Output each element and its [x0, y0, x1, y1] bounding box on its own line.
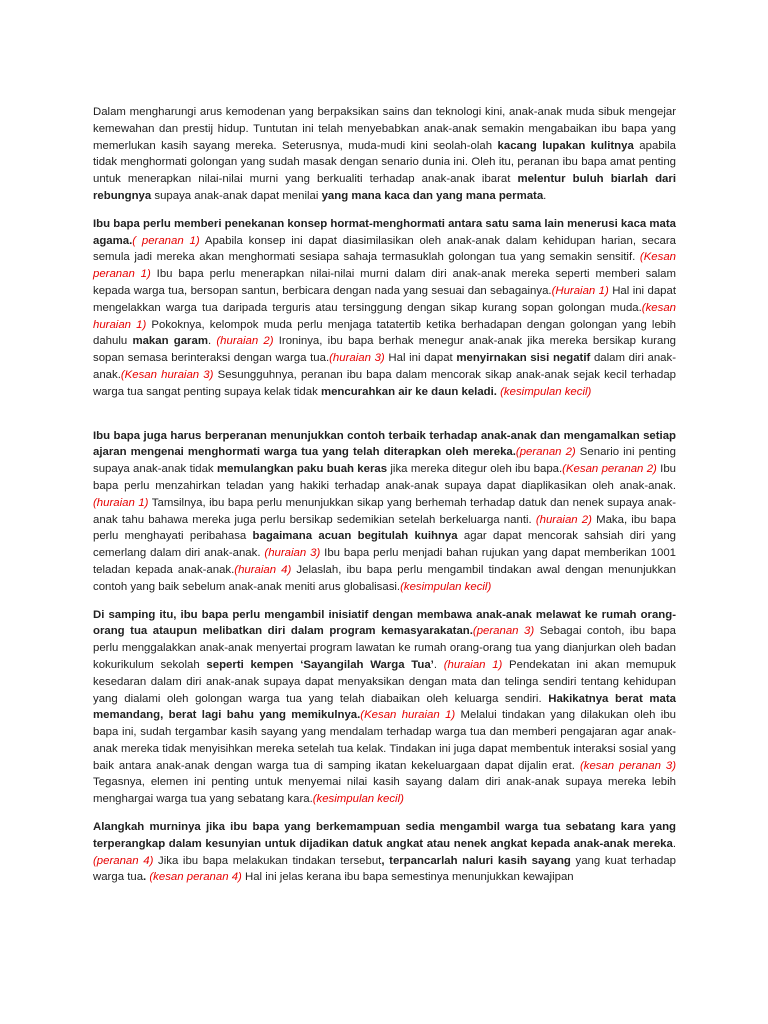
annotation-label: (huraian 2)	[216, 335, 274, 348]
body-text: supaya anak-anak dapat menilai	[151, 189, 322, 202]
body-text: .	[207, 335, 217, 348]
annotation-label: ( peranan 1)	[132, 234, 200, 247]
annotation-label: (huraian 4)	[234, 563, 292, 576]
body-text: .	[672, 837, 676, 850]
body-text: Apabila konsep ini dapat diasimilasikan oleh anak-anak dalam kehidupan harian, secara semula jadi mereka akan menghormati sesiapa sahaja termasuklah golongan tua yang semakin sensitif.	[93, 234, 676, 264]
body-text: Pendekatan ini akan memupuk kesedaran dalam diri anak-anak supaya dapat menyaksikan dengan mata dan telinga sendiri tentang kehidupan yang dialami oleh golongan warga tua yang telah diabaikan oleh keluarga sendiri.	[93, 658, 676, 705]
bold-phrase: mencurahkan air ke daun keladi.	[320, 385, 497, 398]
annotation-label: (Kesan huraian 3)	[120, 368, 214, 381]
body-text: Tegasnya, elemen ini penting untuk menyemai nilai kasih sayang dalam diri anak-anak supaya mereka lebih menghargai warga tua yang sebatang kara.	[93, 776, 676, 806]
annotation-label: (peranan 2)	[515, 446, 576, 459]
annotation-label: (kesan peranan 4)	[149, 871, 242, 884]
body-text: Pokoknya, kelompok muda perlu menjaga tatatertib ketika berhadapan dengan golongan yang lebih dahulu	[93, 318, 677, 348]
annotation-label: (huraian 3)	[264, 547, 321, 560]
bold-phrase: Alangkah murninya jika ibu bapa yang berkemampuan sedia mengambil warga tua sebatang kara yang terperangkap dalam kesunyian untuk dijadikan datuk angkat atau nenek angkat kepada anak-anak mereka	[93, 821, 676, 850]
annotation-label: (kesimpulan kecil)	[400, 580, 492, 593]
body-text: Ironinya, ibu bapa berhak menegur anak-anak jika mereka bersikap kurang sopan semasa berinteraksi dengan warga tua.	[93, 335, 676, 365]
body-text: Dalam mengharungi arus kemodenan yang berpaksikan sains dan teknologi kini, anak-anak muda sibuk mengejar kemewahan dan prestij hidup. Tuntutan ini telah menyebabkan anak-anak semakin mengabaikan ibu bapa yang memerlukan kasih sayang mereka. Seterusnya, muda-mudi kini seolah-olah	[93, 106, 676, 152]
bold-phrase: melentur buluh biarlah dari rebungnya	[93, 173, 676, 202]
annotation-label: (Kesan peranan 2)	[562, 463, 657, 476]
annotation-label: (huraian 1)	[93, 496, 149, 509]
bold-phrase: bagaimana acuan begitulah kuihnya	[252, 530, 458, 543]
bold-phrase: .	[143, 871, 147, 884]
bold-phrase: Hakikatnya berat mata memandang, berat lagi bahu yang memikulnya.	[93, 692, 676, 722]
annotation-label: (kesimpulan kecil)	[500, 385, 592, 398]
body-text: Jika ibu bapa melakukan tindakan tersebut	[153, 854, 382, 867]
bold-phrase: seperti kempen ‘Sayangilah Warga Tua’	[206, 658, 434, 671]
body-text: Ibu bapa perlu menzahirkan teladan yang hakiki terhadap anak-anak supaya dapat diaplikasikan oleh anak-anak.	[93, 463, 676, 492]
body-text: jika mereka ditegur oleh ibu bapa.	[387, 463, 563, 476]
annotation-label: (huraian 2)	[535, 513, 592, 526]
body-text: apabila tidak menghormati golongan yang sudah masak dengan senario dunia ini. Oleh itu, peranan ibu bapa amat penting untuk menerapkan nilai-nilai murni yang berkualiti terhadap anak-anak ibarat	[93, 139, 677, 186]
body-text: Ibu bapa perlu menerapkan nilai-nilai murni dalam diri anak-anak mereka seperti memberi salam kepada warga tua, bersopan santun, berbicara dengan nada yang sesuai dan sebagainya.	[93, 268, 676, 297]
bold-phrase: yang mana kaca dan yang mana permata	[321, 189, 544, 202]
bold-phrase: Ibu bapa perlu memberi penekanan konsep hormat-menghormati antara satu sama lain menerusi kaca mata agama.	[93, 217, 677, 247]
body-text: .	[433, 658, 444, 671]
body-text: .	[543, 189, 547, 202]
body-text: Jelaslah, ibu bapa perlu mengambil tindakan awal dengan menunjukkan contoh yang baik sebelum anak-anak meniti arus globalisasi.	[93, 563, 676, 593]
paragraph-peranan-1	[93, 216, 676, 401]
body-text: Melalui tindakan yang dilakukan oleh ibu bapa ini, sudah tergambar kasih sayang yang mendalam terhadap warga tua dan memberi pengajaran agar anak-anak mereka tidak menyisihkan mereka setelah tua kelak. Tindakan ini juga dapat membentuk interaksi sosial yang baik antara anak-anak dengan warga tua di samping ikatan kekeluargaan dapat dijalin erat.	[93, 709, 677, 772]
bold-phrase: Di samping itu, ibu bapa perlu mengambil inisiatif dengan membawa anak-anak melawat ke rumah orang-orang tua ataupun melibatkan diri dalam program kemasyarakatan.	[93, 608, 676, 638]
bold-phrase: memulangkan paku buah keras	[216, 463, 388, 476]
body-text: agar dapat mencorak sahsiah diri yang cemerlang dalam diri anak-anak.	[93, 530, 676, 560]
paragraph-introduction	[93, 104, 676, 205]
annotation-label: (huraian 3)	[329, 352, 385, 365]
body-text: Hal ini dapat mengelakkan warga tua daripada terguris atau tersinggung dengan sikap kurang sopan golongan muda.	[93, 284, 676, 314]
body-text: Hal ini dapat	[384, 352, 457, 365]
annotation-label: (peranan 3)	[472, 625, 535, 638]
annotation-label: (kesan peranan 3)	[579, 759, 677, 772]
body-text: Ibu bapa perlu menjadi bahan rujukan yang dapat memberikan 1001 teladan kepada anak-anak.	[93, 547, 676, 576]
body-text: Sesungguhnya, peranan ibu bapa dalam mencorak sikap anak-anak sejak kecil terhadap warga tua sangat penting supaya kelak tidak	[93, 368, 676, 398]
body-text: dalam diri anak-anak.	[93, 352, 677, 381]
bold-phrase: menyirnakan sisi negatif	[456, 352, 591, 365]
bold-phrase: , terpancarlah naluri kasih sayang	[381, 854, 571, 867]
paragraph-peranan-2	[93, 428, 676, 596]
annotation-label: (kesimpulan kecil)	[312, 793, 404, 806]
body-text: Maka, ibu bapa perlu menghayati peribahasa	[93, 513, 676, 543]
bold-phrase: Ibu bapa juga harus berperanan menunjukkan contoh terbaik terhadap anak-anak dan mengamalkan setiap ajaran mengenai menghormati warga tua yang telah diterapkan oleh mereka.	[93, 429, 676, 459]
document-body	[93, 104, 676, 897]
body-text: Hal ini jelas kerana ibu bapa semestinya menunjukkan kewajipan	[241, 871, 574, 884]
annotation-label: (Kesan huraian 1)	[360, 709, 456, 722]
annotation-label: (Kesan peranan 1)	[93, 251, 676, 281]
paragraph-peranan-4	[93, 819, 676, 886]
annotation-label: (kesan huraian 1)	[93, 301, 676, 331]
annotation-label: (peranan 4)	[93, 854, 154, 867]
body-text: yang kuat terhadap warga tua	[93, 854, 677, 884]
annotation-label: (Huraian 1)	[551, 284, 609, 297]
bold-phrase: kacang lupakan kulitnya	[497, 139, 634, 152]
bold-phrase: makan garam	[132, 335, 208, 348]
body-text: Sebagai contoh, ibu bapa perlu menggalakkan anak-anak menyertai program lawatan ke rumah orang-orang tua yang dianjurkan oleh badan kokurikulum sekolah	[93, 625, 676, 671]
annotation-label: (huraian 1)	[443, 658, 503, 671]
body-text: Senario ini penting supaya anak-anak tidak	[93, 446, 676, 476]
body-text: Tamsilnya, ibu bapa perlu menunjukkan sikap yang berhemah terhadap datuk dan nenek supaya anak-anak tahu bahawa mereka juga perlu bersikap sedemikian setelah berkeluarga nanti.	[93, 496, 676, 526]
paragraph-peranan-3	[93, 607, 676, 809]
